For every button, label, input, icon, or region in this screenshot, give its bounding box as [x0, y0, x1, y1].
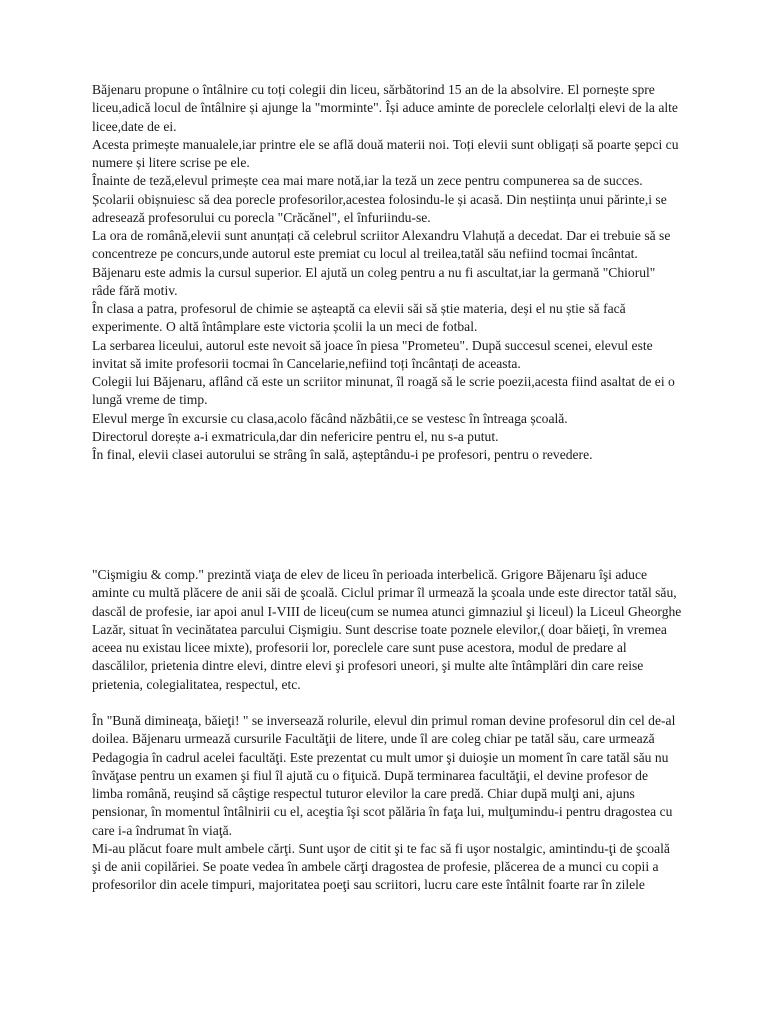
summary-paragraph: Acesta primește manualele,iar printre ele se află două materii noi. Toți elevii sunt obligați să poarte șepci cu numere și litere scrise pe ele.: [92, 136, 679, 170]
summary-section: [92, 81, 682, 464]
summary-paragraph: Colegii lui Băjenaru, aflând că este un scriitor minunat, îl roagă să le scrie poezii,acesta fiind asaltat de ei o lungă vreme de timp.: [92, 374, 675, 408]
review-paragraph-second-book: În "Bună dimineaţa, băieţi! " se inversează rolurile, elevul din primul roman devine profesorul din cel de-al doilea. Băjenaru urmează cursurile Facultăţii de litere, unde îl are coleg chiar pe tatăl său, care urmează Pedagogia în cadrul acelei facultăţi. Este prezentat cu mult umor şi duioşie un moment în care tatăl său nu învăţase pentru un examen şi fiul îl ajută cu o fiţuică. După terminarea facultăţii, el devine profesor de limba română, reuşind să câştige respectul tuturor elevilor la care predă. Chiar după mulţi ani, ajuns pensionar, în momentul întâlnirii cu el, aceştia îşi scot pălăria în faţa lui, mulţumindu-i pentru dragostea cu care i-a îndrumat în viaţă.: [92, 713, 676, 838]
summary-paragraph: Școlarii obișnuiesc să dea porecle profesorilor,acestea folosindu-le și acasă. Din neștiința unui părinte,i se adresează profesorului cu porecla "Crăcănel", el înfuriindu-se.: [92, 191, 667, 225]
paragraph-spacer: [92, 694, 682, 712]
review-section: [92, 566, 682, 895]
summary-paragraph: Directorul dorește a-i exmatricula,dar din nefericire pentru el, nu s-a putut.: [92, 428, 499, 444]
review-paragraph-opinion: Mi-au plăcut foare mult ambele cărţi. Sunt uşor de citit şi te fac să fi uşor nostalgic, amintindu-ţi de şcoală şi de anii copilăriei. Se poate vedea în ambele cărţi dragostea de profesie, plăcerea de a munci cu copii a profesorilor din acele timpuri, majoritatea poeţi sau scriitori, lucru care este întâlnit foarte rar în zilele: [92, 840, 670, 893]
summary-paragraph: La serbarea liceului, autorul este nevoit să joace în piesa "Prometeu". După succesul scenei, elevul este invitat să imite profesorii tocmai în Cancelarie,nefiind toți încântați de aceasta.: [92, 337, 653, 371]
summary-paragraph: Băjenaru propune o întâlnire cu toți colegii din liceu, sărbătorind 15 an de la absolvire. El pornește spre liceu,adică locul de întâlnire și ajunge la "morminte". Își aduce aminte de poreclele celorlalți elevi de la alte licee,date de ei.: [92, 82, 678, 134]
summary-paragraph: Înainte de teză,elevul primește cea mai mare notă,iar la teză un zece pentru compunerea sa de succes.: [92, 173, 643, 189]
review-paragraph-intro: "Cişmigiu & comp." prezintă viaţa de elev de liceu în perioada interbelică. Grigore Băjenaru îşi aduce aminte cu multă plăcere de anii săi de şcoală. Ciclul primar îl urmează la şcoala unde este director tatăl său, dascăl de profesie, iar apoi anul I-VIII de liceu(cum se numea atunci gimnaziul şi liceul) la Liceul Gheorghe Lazăr, situat în vecinătatea parcului Cişmigiu. Sunt descrise toate poznele elevilor,( doar băieţi, în vremea aceea nu existau licee mixte), profesorii lor, poreclele care sunt puse acestora, modul de predare al dascălilor, prietenia dintre elevi, dintre elevi şi profesori uneori, şi multe alte întâmplări din care reise prietenia, colegialitatea, respectul, etc.: [92, 567, 682, 692]
summary-paragraph: Elevul merge în excursie cu clasa,acolo făcând năzbâtii,ce se vestesc în întreaga școală.: [92, 410, 568, 426]
summary-paragraph: La ora de română,elevii sunt anunțați că celebrul scriitor Alexandru Vlahuță a decedat. Dar ei trebuie să se concentreze pe concurs,unde autorul este premiat cu locul al treilea,tatăl său nefiind tocmai încântat.: [92, 228, 671, 262]
summary-paragraph: Băjenaru este admis la cursul superior. El ajută un coleg pentru a nu fi ascultat,iar la germană "Chiorul" râde fără motiv.: [92, 264, 656, 298]
summary-paragraph: În clasa a patra, profesorul de chimie se așteaptă ca elevii săi să știe materia, deși el nu știe să facă experimente. O altă întâmplare este victoria școlii la un meci de fotbal.: [92, 301, 626, 335]
summary-paragraph: În final, elevii clasei autorului se strâng în sală, așteptându-i pe profesori, pentru o revedere.: [92, 447, 593, 462]
